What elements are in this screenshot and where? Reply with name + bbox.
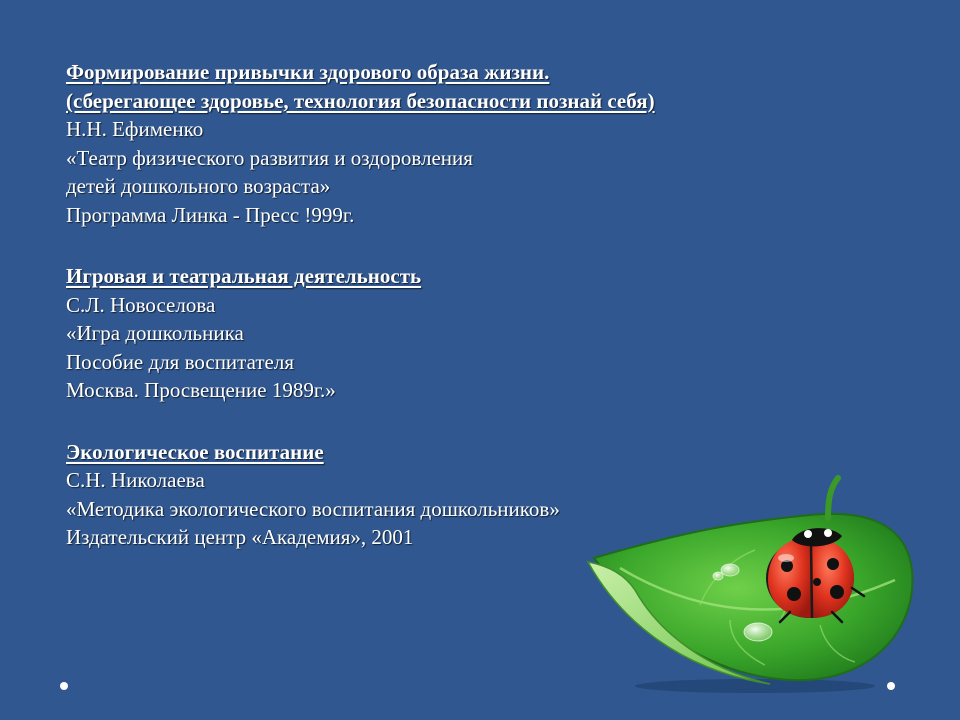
author: С.Н. Николаева (66, 468, 205, 492)
water-drop (721, 564, 739, 576)
section-heading: Игровая и театральная деятельность (66, 264, 422, 288)
publisher: Издательский центр «Академия», 2001 (66, 525, 414, 549)
ladybug-on-leaf-icon (580, 470, 930, 695)
section-play-activity (66, 262, 866, 405)
section-heading: Формирование привычки здорового образа жизни. (66, 60, 550, 84)
publisher: Москва. Просвещение 1989г.» (66, 378, 336, 402)
section-healthy-lifestyle (66, 58, 866, 229)
publisher: Программа Линка - Пресс !999г. (66, 202, 355, 227)
decorative-dot-left (60, 682, 68, 690)
book-title: «Театр физического развития и оздоровления (66, 145, 473, 170)
leaf-body (594, 514, 913, 680)
water-drop-large (744, 623, 772, 641)
book-title: «Игра дошкольника (66, 321, 244, 345)
section-heading-continued: (сберегающее здоровье, технология безопасности познай себя) (66, 88, 655, 113)
book-title: «Методика экологического воспитания дошкольников» (66, 496, 560, 521)
author: С.Л. Новоселова (66, 292, 216, 317)
book-title-continued: детей дошкольного возраста» (66, 174, 331, 198)
section-heading: Экологическое воспитание (66, 439, 324, 464)
leaf-stem (828, 478, 838, 518)
author: Н.Н. Ефименко (66, 117, 204, 141)
book-subtitle: Пособие для воспитателя (66, 349, 295, 374)
